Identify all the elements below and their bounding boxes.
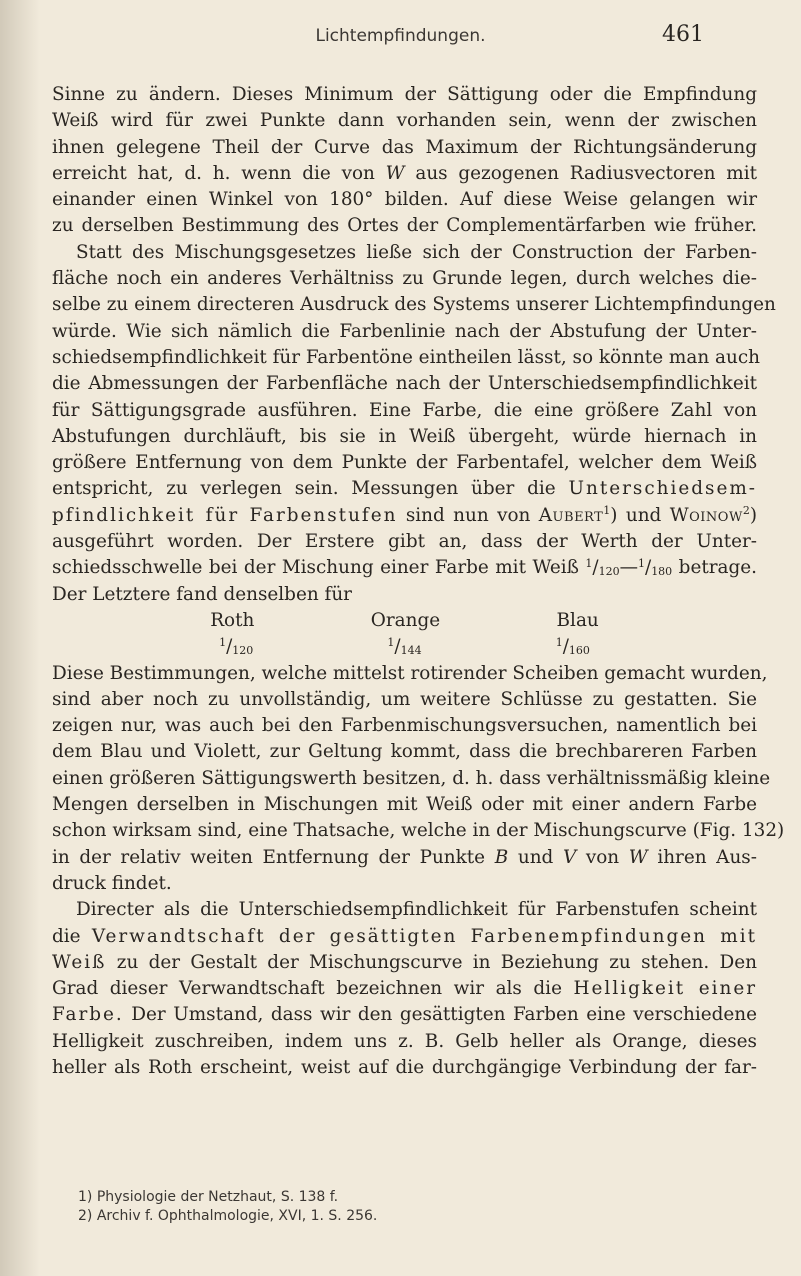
text-line: schiedsschwelle bei der Mischung einer Farbe mit Weiß $^1/_{120}—^1/_{180}$ betrage.: [52, 557, 757, 579]
text-line: schon wirksam sind, eine Thatsache, welche in der Mischungscurve (Fig. 132): [52, 820, 785, 842]
spaced-term: Farbe.: [52, 1004, 124, 1026]
fraction: $^1/_{160}$: [555, 636, 590, 658]
text-line: die Verwandtschaft der gesättigten Farbenempfindungen mit: [52, 925, 757, 947]
spaced-term: pfindlichkeit für Farbenstufen: [52, 504, 398, 526]
author-aubert: Aubert: [538, 504, 604, 526]
text-line: Sinne zu ändern. Dieses Minimum der Sättigung oder die Empfindung: [52, 84, 757, 105]
text-line: würde. Wie sich nämlich die Farbenlinie nach der Abstufung der Unter-: [52, 320, 757, 342]
spaced-term: Unterschiedsem-: [568, 478, 757, 500]
text-line: Der Letztere fand denselben für: [52, 583, 352, 605]
text-line: Diese Bestimmungen, welche mittelst rotirender Scheiben gemacht wurden,: [52, 662, 768, 684]
text-line: ihnen gelegene Theil der Curve das Maximum der Richtungsänderung: [52, 136, 757, 158]
text-line: ausgeführt worden. Der Erstere gibt an, dass der Werth der Unter-: [52, 531, 757, 553]
text-line: dem Blau und Violett, zur Geltung kommt, dass die brechbareren Farben: [52, 741, 757, 763]
color-label: Orange: [370, 609, 441, 631]
text-line: pfindlichkeit für Farbenstufen sind nun von Aubert$^1$) und Woinow$^2$): [52, 503, 757, 526]
binding-shadow: [0, 0, 40, 1276]
running-title: Lichtempfindungen.: [315, 26, 486, 46]
text-line: heller als Roth erscheint, weist auf die durchgängige Verbindung der far-: [52, 1056, 757, 1078]
fraction: $^1/_{120}$: [219, 636, 254, 658]
color-label: Blau: [556, 609, 599, 631]
color-labels: [52, 608, 757, 634]
text-line: Abstufungen durchläuft, bis sie in Weiß übergeht, würde hiernach in: [52, 425, 757, 447]
fraction: $^1/_{120}$: [585, 557, 620, 579]
text-line: einen größeren Sättigungswerth besitzen, d. h. dass verhältnissmäßig kleine: [52, 767, 771, 789]
text-line: Weiß zu der Gestalt der Mischungscurve in Beziehung zu stehen. Den: [52, 951, 757, 973]
text-line: sind aber noch zu unvollständig, um weitere Schlüsse zu gestatten. Sie: [52, 688, 757, 710]
text-line: größere Entfernung von dem Punkte der Farbentafel, welcher dem Weiß: [52, 452, 757, 474]
text-line: zeigen nur, was auch bei den Farbenmischungsversuchen, namentlich bei: [52, 715, 757, 737]
spaced-term: Helligkeit einer: [573, 978, 757, 1000]
text-line: schiedsempfindlichkeit für Farbentöne eintheilen lässt, so könnte man auch: [52, 346, 760, 368]
text-line: Mengen derselben in Mischungen mit Weiß oder mit einer andern Farbe: [52, 794, 757, 816]
text-line: Grad dieser Verwandtschaft bezeichnen wir als die Helligkeit einer: [52, 978, 757, 1000]
page-number: 461: [662, 22, 704, 47]
spaced-term: Weiß: [52, 951, 107, 973]
footnote-mark: 2: [742, 503, 750, 517]
text-line: Weiß wird für zwei Punkte dann vorhanden sein, wenn der zwischen: [52, 110, 757, 132]
body-text: [52, 82, 785, 1081]
footnote: 1) Physiologie der Netzhaut, S. 138 f.: [78, 1189, 339, 1205]
footnote-mark: 1: [603, 503, 611, 517]
text-line: für Sättigungsgrade ausführen. Eine Farbe, die eine größere Zahl von: [52, 399, 757, 421]
text-line: Farbe. Der Umstand, dass wir den gesättigten Farben eine verschiedene: [52, 1004, 757, 1026]
text-line: Helligkeit zuschreiben, indem uns z. B. Gelb heller als Orange, dieses: [52, 1030, 757, 1052]
page-header: [0, 22, 801, 58]
spaced-term: Verwandtschaft der gesättigten Farbenempfindungen mit: [91, 925, 757, 947]
text-line: einander einen Winkel von 180° bilden. Auf diese Weise gelangen wir: [52, 189, 757, 211]
text-line: druck findet.: [52, 872, 172, 894]
footnotes: [78, 1188, 377, 1226]
text-line: in der relativ weiten Entfernung der Punkte B und V von W ihren Aus-: [52, 846, 757, 868]
text-line: selbe zu einem directeren Ausdruck des Systems unserer Lichtempfindungen: [52, 294, 776, 316]
color-label: Roth: [210, 609, 255, 631]
fraction: $^1/_{180}$: [637, 557, 673, 579]
text-line: Directer als die Unterschiedsempfindlichkeit für Farbenstufen scheint: [76, 899, 757, 921]
text-line: die Abmessungen der Farbenfläche nach der Unterschiedsempfindlichkeit: [52, 373, 757, 395]
author-woinow: Woinow: [669, 504, 743, 526]
text-line: fläche noch ein anderes Verhältniss zu Grunde legen, durch welches die-: [52, 268, 757, 290]
footnote: 2) Archiv f. Ophthalmologie, XVI, 1. S. 256.: [78, 1208, 378, 1224]
text-line: entspricht, zu verlegen sein. Messungen über die Unterschiedsem-: [52, 478, 757, 500]
text-line: erreicht hat, d. h. wenn die von W aus gezogenen Radiusvectoren mit: [52, 162, 757, 184]
color-fractions: [52, 634, 757, 660]
variable-W: W: [385, 162, 405, 184]
text-line: zu derselben Bestimmung des Ortes der Complementärfarben wie früher.: [52, 215, 757, 237]
fraction: $^1/_{144}$: [387, 636, 422, 658]
text-line: Statt des Mischungsgesetzes ließe sich der Construction der Farben-: [76, 241, 757, 263]
